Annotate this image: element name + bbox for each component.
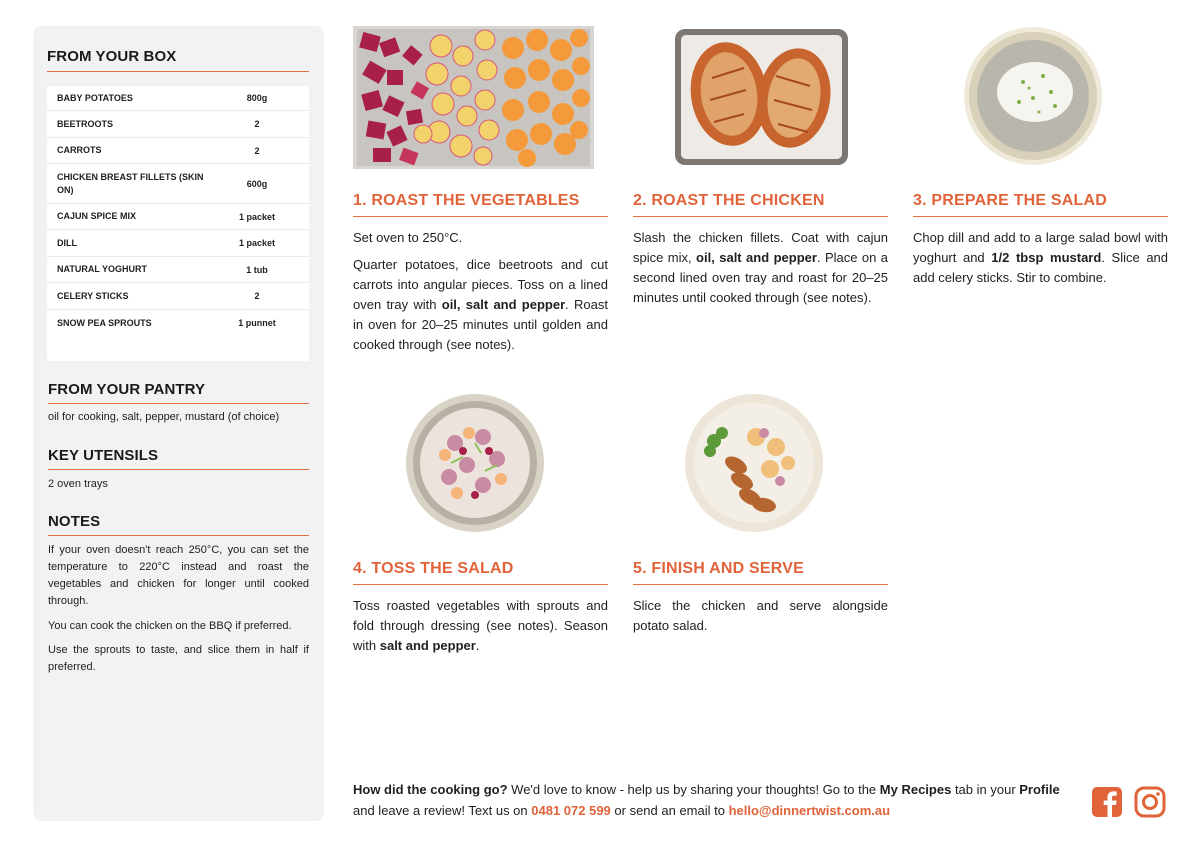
table-row (47, 257, 309, 283)
notes-paragraph-1: If your oven doesn't reach 250°C, you can set the temperature to 220°C instead and roast the vegetables and chicken for longer until cooked through. (48, 544, 309, 607)
step-2-rule (633, 216, 888, 217)
step-1-p1: Set oven to 250°C. (353, 230, 463, 245)
ingredient-name: BEETROOTS (57, 118, 114, 129)
email-link[interactable]: hello@dinnertwist.com.au (728, 803, 891, 818)
notes-paragraph-3: Use the sprouts to taste, and slice them in half if preferred. (48, 644, 309, 673)
utensils-text: 2 oven trays (48, 478, 108, 490)
step-1-body (353, 228, 608, 362)
step-2-p1: Slash the chicken fillets. Coat with cajun spice mix, oil, salt and pepper. Place on a second lined oven tray and roast for 20–25 minutes until cooked through (see notes). (633, 230, 889, 305)
step-1-title: 1. ROAST THE VEGETABLES (353, 192, 580, 209)
from-box-title: FROM YOUR BOX (47, 48, 177, 65)
step-1-p2: Quarter potatoes, dice beetroots and cut carrots into angular pieces. Toss on a lined oven tray with oil, salt and pepper. Roast in oven for 20–25 minutes until golden and cooked through (see notes). (353, 257, 608, 352)
step-5-rule (633, 584, 888, 585)
ingredient-name: CARROTS (57, 145, 102, 155)
table-row (47, 86, 309, 111)
table-row (47, 204, 309, 230)
utensils-title: KEY UTENSILS (48, 447, 159, 464)
notes-title: NOTES (48, 513, 101, 530)
ingredient-name: CELERY STICKS (57, 290, 129, 301)
from-box-table (47, 86, 309, 361)
ingredient-name: CHICKEN BREAST FILLETS (SKIN ON) (57, 171, 204, 195)
table-row (47, 164, 309, 204)
pantry-title: FROM YOUR PANTRY (48, 381, 206, 398)
step-4-rule (353, 584, 608, 585)
ingredient-name: CAJUN SPICE MIX (57, 211, 137, 221)
finished-dish-photo (684, 393, 824, 533)
salad-dressing-photo (963, 26, 1103, 166)
table-row (47, 111, 309, 138)
step-2-title: 2. ROAST THE CHICKEN (633, 192, 825, 209)
instagram-icon[interactable] (1134, 786, 1166, 818)
pantry-text: oil for cooking, salt, pepper, mustard (of choice) (48, 411, 280, 423)
step-5-title: 5. FINISH AND SERVE (633, 560, 804, 577)
ingredient-name: DILL (57, 237, 77, 248)
phone-link[interactable]: 0481 072 599 (531, 803, 611, 818)
ingredient-qty: 1 punnet (238, 318, 276, 328)
step-5-body (633, 596, 888, 643)
step-3-title: 3. PREPARE THE SALAD (913, 192, 1107, 209)
table-row (47, 230, 309, 257)
ingredient-name: NATURAL YOGHURT (57, 264, 147, 274)
ingredient-qty: 600g (246, 178, 268, 189)
feedback-footer: How did the cooking go? We'd love to know - help us by sharing your thoughts! Go to the My Recipes tab in your Profile and leave a review! Text us on 0481 072 599 or send an email to hello@dinnertwist.com.au (353, 782, 1060, 818)
facebook-icon[interactable] (1091, 786, 1123, 818)
ingredient-qty: 800g (246, 93, 268, 103)
step-3-rule (913, 216, 1168, 217)
from-box-rule (47, 71, 309, 72)
ingredient-qty: 2 (254, 119, 260, 129)
step-3-body (913, 228, 1168, 295)
step-4-title: 4. TOSS THE SALAD (353, 560, 514, 577)
ingredient-qty: 2 (254, 145, 260, 156)
notes-paragraph-2: You can cook the chicken on the BBQ if preferred. (48, 620, 292, 632)
my-recipes-link[interactable]: My Recipes (879, 782, 952, 797)
table-row (47, 283, 309, 310)
step-4-body (353, 596, 608, 663)
table-row (47, 310, 309, 336)
roast-chicken-photo (674, 28, 849, 166)
table-row (47, 138, 309, 164)
step-1-rule (353, 216, 608, 217)
step-3-p1: Chop dill and add to a large salad bowl with yoghurt and 1/2 tbsp mustard. Slice and add celery sticks. Stir to combine. (913, 230, 1169, 285)
notes-rule (48, 535, 309, 536)
footer-question: How did the cooking go? (353, 782, 508, 797)
ingredient-qty: 1 packet (238, 238, 276, 248)
ingredient-qty: 1 packet (238, 211, 276, 222)
ingredient-name: SNOW PEA SPROUTS (57, 317, 152, 328)
profile-link[interactable]: Profile (1019, 782, 1060, 797)
tossed-salad-photo (405, 393, 545, 533)
ingredient-name: BABY POTATOES (57, 92, 133, 103)
ingredient-qty: 2 (254, 291, 260, 301)
step-5-p1: Slice the chicken and serve alongside potato salad. (633, 598, 888, 633)
ingredient-qty: 1 tub (246, 264, 268, 275)
utensils-rule (48, 469, 309, 470)
roast-vegetables-photo (353, 26, 594, 169)
pantry-rule (48, 403, 309, 404)
step-2-body (633, 228, 888, 315)
step-4-p1: Toss roasted vegetables with sprouts and fold through dressing (see notes). Season with salt and pepper. (353, 598, 608, 653)
